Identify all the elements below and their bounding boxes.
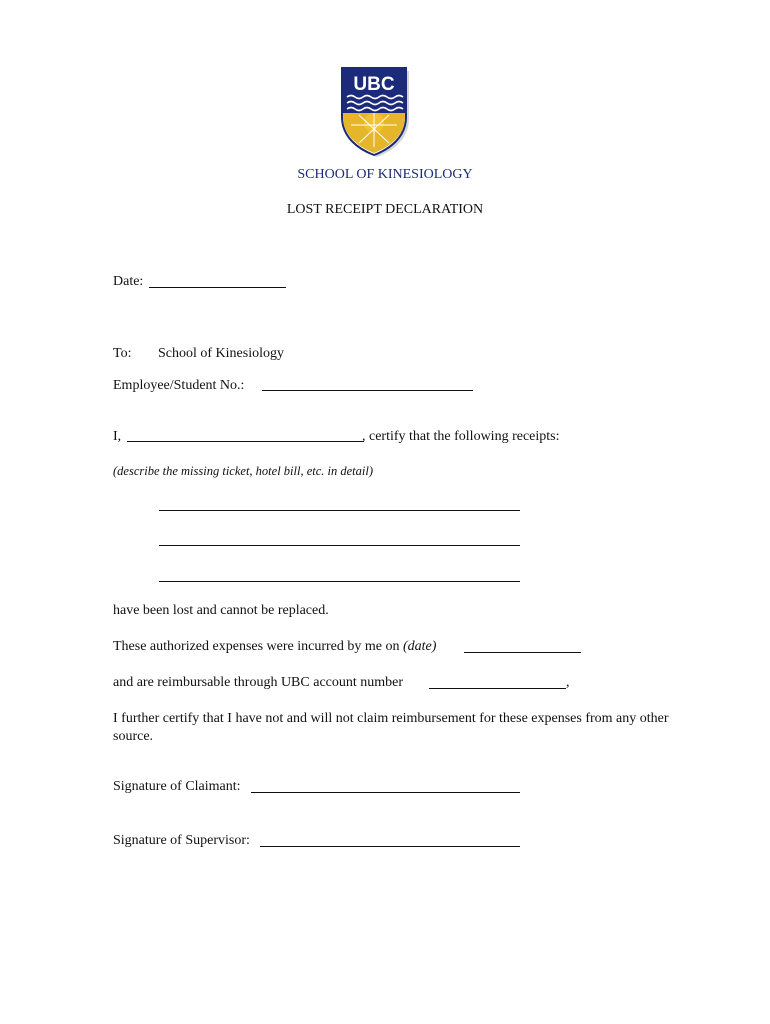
date-field[interactable] [149, 287, 286, 288]
to-value: School of Kinesiology [158, 346, 284, 361]
account-number-field[interactable] [429, 688, 566, 689]
supervisor-signature-field[interactable] [260, 846, 520, 847]
further-certify-statement: I further certify that I have not and will not claim reimbursement for these expenses from any other source. [113, 711, 669, 744]
i-label: I, [113, 429, 122, 444]
reimbursable-statement: and are reimbursable through UBC account number [113, 675, 404, 690]
reimbursable-end: , [566, 675, 570, 690]
describe-hint: (describe the missing ticket, hotel bill, etc. in detail) [113, 464, 374, 478]
claimant-signature-field[interactable] [251, 792, 520, 793]
employee-student-label: Employee/Student No.: [113, 378, 245, 393]
description-line[interactable] [159, 510, 520, 511]
date-hint: (date) [403, 639, 437, 654]
description-line[interactable] [159, 581, 520, 582]
to-label: To: [113, 346, 132, 361]
form-title: LOST RECEIPT DECLARATION [286, 202, 484, 217]
employee-student-field[interactable] [262, 390, 473, 391]
lost-statement: have been lost and cannot be replaced. [113, 603, 329, 618]
expenses-statement [113, 638, 436, 655]
supervisor-signature-label: Signature of Supervisor: [113, 833, 250, 848]
date-label: Date: [113, 274, 144, 289]
expenses-text: These authorized expenses were incurred by me on [113, 639, 400, 654]
svg-text:UBC: UBC [353, 74, 395, 95]
claimant-name-field[interactable] [127, 441, 364, 442]
school-name: SCHOOL OF KINESIOLOGY [297, 167, 473, 182]
ubc-logo [339, 67, 411, 159]
certify-text: , certify that the following receipts: [362, 429, 560, 444]
claimant-signature-label: Signature of Claimant: [113, 779, 241, 794]
description-line[interactable] [159, 545, 520, 546]
expense-date-field[interactable] [464, 652, 581, 653]
